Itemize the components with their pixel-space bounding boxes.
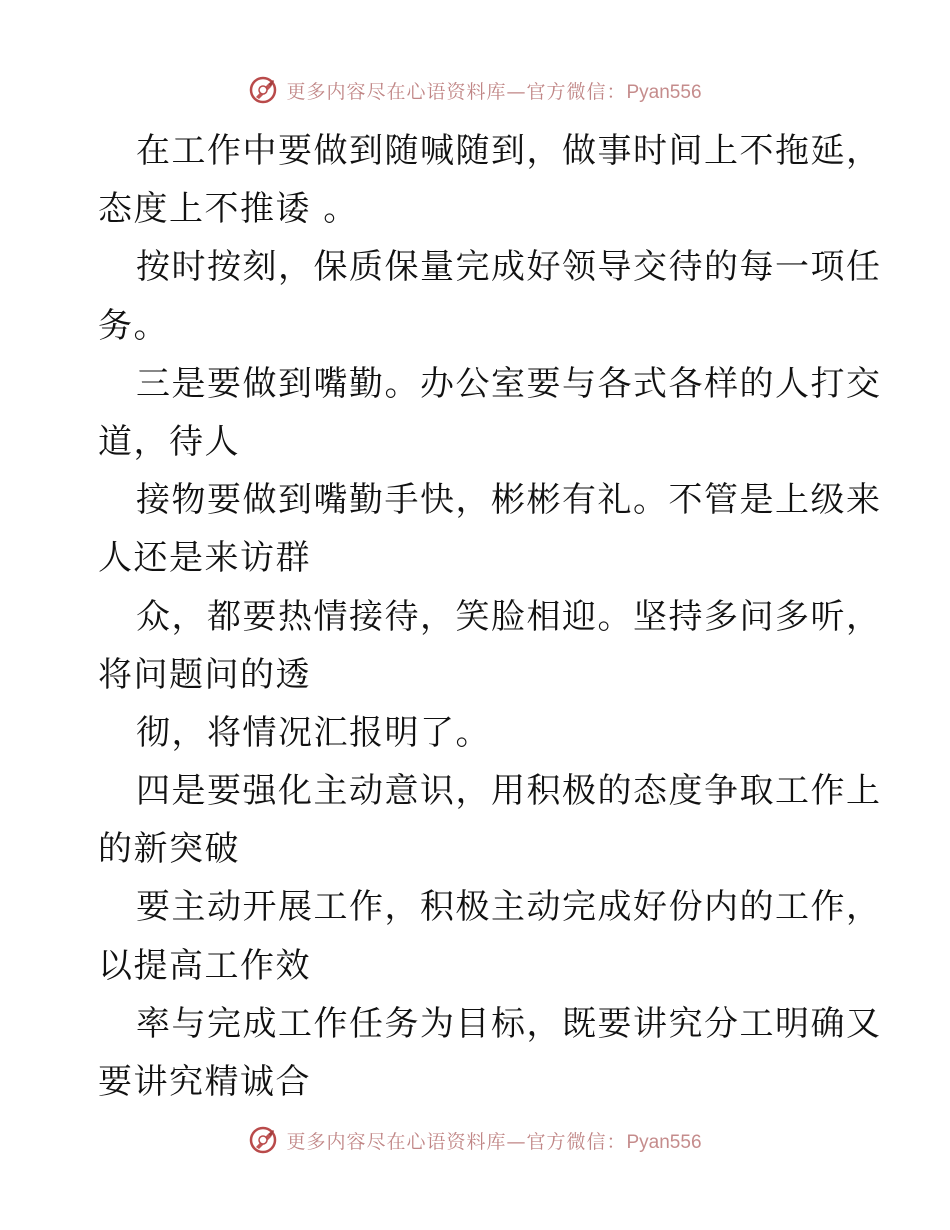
text-line: 以提高工作效	[98, 945, 311, 986]
quill-logo-icon	[248, 75, 278, 105]
text-line: 在工作中要做到随喊随到，做事时间上不拖延，	[136, 131, 882, 171]
text-line: 务。	[98, 305, 169, 346]
text-line: 率与完成工作任务为目标，既要讲究分工明确又	[136, 1003, 882, 1044]
text-line: 要主动开展工作，积极主动完成好份内的工作，	[136, 887, 882, 928]
text-line: 将问题问的透	[98, 654, 311, 695]
text-line: 三是要做到嘴勤。办公室要与各式各样的人打交	[136, 363, 882, 404]
text-line: 按时按刻，保质保量完成好领导交待的每一项任	[136, 247, 882, 288]
text-line: 接物要做到嘴勤手快，彬彬有礼。不管是上级来	[136, 480, 882, 521]
watermark-id: Pyan556	[626, 1131, 702, 1153]
text-line: 道，待人	[98, 421, 240, 462]
watermark-id: Pyan556	[626, 81, 702, 103]
document-body	[98, 122, 882, 1111]
text-line: 人还是来访群	[98, 538, 311, 579]
footer-watermark	[0, 1120, 950, 1160]
text-line: 四是要强化主动意识，用积极的态度争取工作上	[136, 771, 882, 812]
watermark-text: 更多内容尽在心语资料库—官方微信：Pyan556	[286, 1130, 702, 1153]
text-line: 彻，将情况汇报明了。	[136, 712, 491, 753]
header-watermark	[0, 70, 950, 110]
text-line: 要讲究精诚合	[98, 1062, 311, 1102]
text-line: 态度上不推诿 。	[98, 189, 359, 230]
quill-logo-icon	[248, 1125, 278, 1155]
text-line: 众，都要热情接待，笑脸相迎。坚持多问多听，	[136, 596, 882, 637]
text-line: 的新突破	[98, 829, 240, 870]
watermark-text: 更多内容尽在心语资料库—官方微信：Pyan556	[286, 80, 702, 103]
